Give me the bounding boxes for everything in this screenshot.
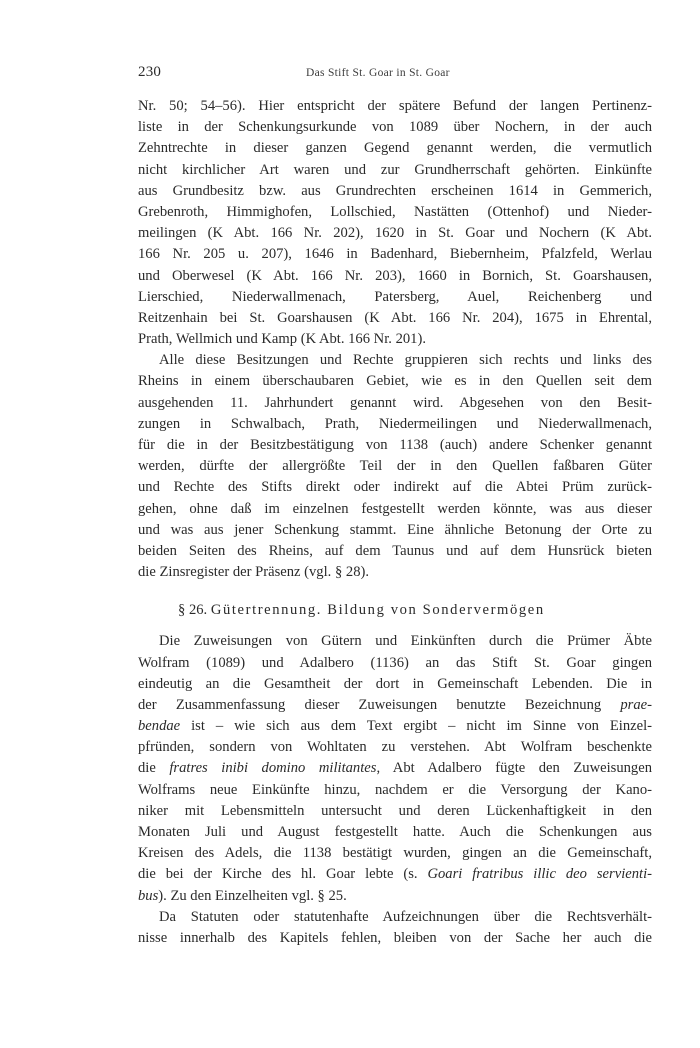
text-line: nicht kirchlicher Art waren und zur Grundherrschaft gehörten. Einkünfte — [138, 161, 652, 178]
paragraph-3 — [138, 631, 652, 906]
text-line: Monaten Juli und August festgestellt hatte. Auch die Schenkungen aus — [138, 824, 652, 840]
text-line — [138, 758, 652, 779]
text-line — [138, 864, 652, 885]
text-line: Rheins in einem überschaubaren Gebiet, wie es in den Quellen seit dem — [138, 373, 652, 390]
text-line: aus Grundbesitz bzw. aus Grundrechten erscheinen 1614 in Gemmerich, — [138, 182, 652, 199]
text-line: pfründen, sondern von Wohltaten zu verstehen. Abt Wolfram beschenkte — [138, 739, 652, 756]
text-line: zungen in Schwalbach, Prath, Niedermeilingen und Niederwallmenach, — [138, 415, 652, 432]
italic-quote: Goari fratribus illic deo servienti- — [427, 866, 652, 883]
text-line: die Zinsregister der Präsenz (vgl. § 28). — [138, 564, 369, 581]
text-line: werden, dürfte der allergrößte Teil der in den Quellen faßbaren Güter — [138, 458, 652, 475]
section-number: § 26. — [178, 602, 208, 619]
italic-term: prae- — [620, 696, 652, 713]
text-line — [138, 695, 652, 716]
text-line: für die in der Besitzbestätigung von 1138 (auch) andere Schenker genannt — [138, 437, 652, 453]
text-line: und Rechte des Stifts direkt oder indirekt auf die Abtei Prüm zurück- — [138, 479, 652, 496]
text-line: Lierschied, Niederwallmenach, Patersberg, Auel, Reichenberg und — [138, 288, 652, 305]
text-line: und was aus jener Schenkung stammt. Eine ähnliche Betonung der Orte zu — [138, 521, 652, 538]
running-title: Das Stift St. Goar in St. Goar — [306, 67, 450, 79]
paragraph-2 — [138, 350, 652, 583]
text-span: die — [138, 760, 170, 777]
italic-quote: bus — [138, 887, 159, 904]
text-line: gehen, ohne daß im einzelnen festgestellt werden könnte, was aus dieser — [138, 500, 652, 517]
text-line: Prath, Wellmich und Kamp (K Abt. 166 Nr. 201). — [138, 331, 426, 348]
text-line: liste in der Schenkungsurkunde von 1089 über Nochern, in der auch — [138, 119, 652, 136]
text-line: niker mit Lebensmitteln untersucht und deren Lückenhaftigkeit in den — [138, 802, 652, 819]
paragraph-1 — [138, 96, 652, 350]
text-line: eindeutig an die Gesamtheit der dort in Gemeinschaft Lebenden. Die in — [138, 675, 652, 692]
text-line: meilingen (K Abt. 166 Nr. 202), 1620 in St. Goar und Nochern (K Abt. — [138, 225, 652, 242]
section-heading — [138, 595, 652, 625]
text-line — [138, 886, 652, 907]
text-line: Die Zuweisungen von Gütern und Einkünften durch die Prümer Äbte — [159, 633, 652, 650]
italic-term: bendae — [138, 718, 181, 735]
text-line: Wolfram (1089) und Adalbero (1136) an das Stift St. Goar gingen — [138, 654, 652, 671]
text-line: Da Statuten oder statutenhafte Aufzeichnungen über die Rechtsverhält- — [159, 908, 652, 925]
text-span: der Zusammenfassung dieser Zuweisungen benutzte Bezeichnung — [138, 696, 621, 713]
text-line: beiden Seiten des Rheins, auf dem Taunus und auf dem Hunsrück bieten — [138, 542, 652, 559]
text-span: , Abt Adalbero fügte den Zuweisungen — [376, 760, 652, 777]
text-line: Zehntrechte in dieser ganzen Gegend genannt werden, die vermutlich — [138, 140, 652, 157]
text-line: und Oberwesel (K Abt. 166 Nr. 203), 1660 in Bornich, St. Goarshausen, — [138, 267, 652, 284]
text-line: ausgehenden 11. Jahrhundert genannt wird. Abgesehen von den Besit- — [138, 394, 652, 411]
body-text — [138, 96, 652, 949]
text-line: Reitzenhain bei St. Goarshausen (K Abt. 166 Nr. 204), 1675 in Ehrental, — [138, 309, 652, 326]
text-line: Nr. 50; 54–56). Hier entspricht der spätere Befund der langen Pertinenz- — [138, 98, 652, 114]
italic-quote: fratres inibi domino militantes — [169, 760, 377, 777]
section-title: Gütertrennung. Bildung von Sondervermögen — [210, 602, 545, 619]
page-number: 230 — [138, 64, 162, 80]
text-line: 166 Nr. 205 u. 207), 1646 in Badenhard, Biebernheim, Pfalzfeld, Werlau — [138, 246, 652, 263]
text-line: Alle diese Besitzungen und Rechte gruppieren sich rechts und links des — [159, 352, 652, 369]
text-line: Wolframs neue Einkünfte hinzu, nachdem er die Versorgung der Kano- — [138, 781, 652, 798]
text-span: ). Zu den Einzelheiten vgl. § 25. — [158, 887, 347, 904]
page-header — [138, 64, 652, 86]
text-line: Kreisen des Adels, die 1138 bestätigt wurden, gingen an die Gemeinschaft, — [138, 845, 652, 862]
text-line: Grebenroth, Himmighofen, Lollschied, Nastätten (Ottenhof) und Nieder- — [138, 203, 652, 220]
text-span: die bei der Kirche des hl. Goar lebte (s. — [138, 866, 428, 883]
text-span: ist – wie sich aus dem Text ergibt – nicht im Sinne von Einzel- — [180, 718, 652, 735]
paragraph-4 — [138, 907, 652, 949]
text-line — [138, 716, 652, 737]
text-line: nisse innerhalb des Kapitels fehlen, bleiben von der Sache her auch die — [138, 929, 652, 946]
